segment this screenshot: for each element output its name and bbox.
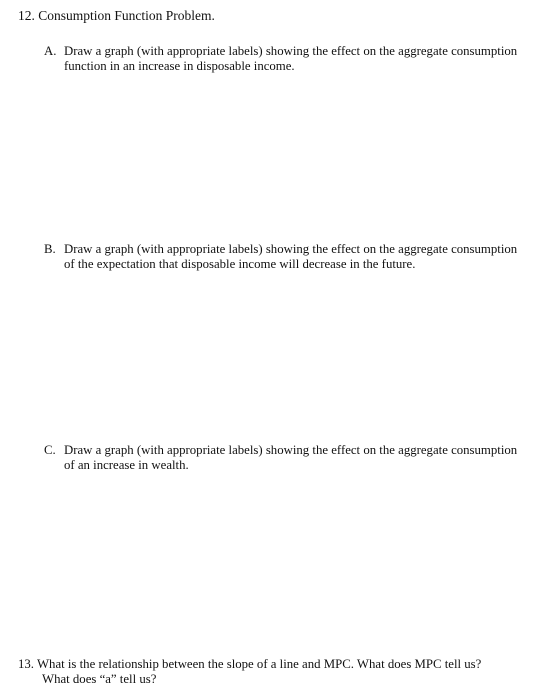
part-b-text-line-2: of the expectation that disposable income will decrease in the future. — [64, 257, 416, 271]
question-13-text-line-2: What does “a” tell us? — [42, 672, 157, 686]
part-c-text-line-2: of an increase in wealth. — [64, 458, 189, 472]
part-b-letter: B. — [44, 242, 56, 256]
part-c-letter: C. — [44, 443, 56, 457]
part-a-letter: A. — [44, 44, 57, 58]
part-c-text-line-1: Draw a graph (with appropriate labels) showing the effect on the aggregate consumption — [64, 443, 518, 457]
part-b-text-line-1: Draw a graph (with appropriate labels) showing the effect on the aggregate consumption — [64, 242, 518, 256]
question-13-text-line-1: 13. What is the relationship between the slope of a line and MPC. What does MPC tell us? — [18, 657, 482, 671]
question-12-title: 12. Consumption Function Problem. — [18, 8, 215, 23]
part-a-text-line-2: function in an increase in disposable income. — [64, 59, 295, 73]
part-a-text-line-1: Draw a graph (with appropriate labels) showing the effect on the aggregate consumption — [64, 44, 518, 58]
